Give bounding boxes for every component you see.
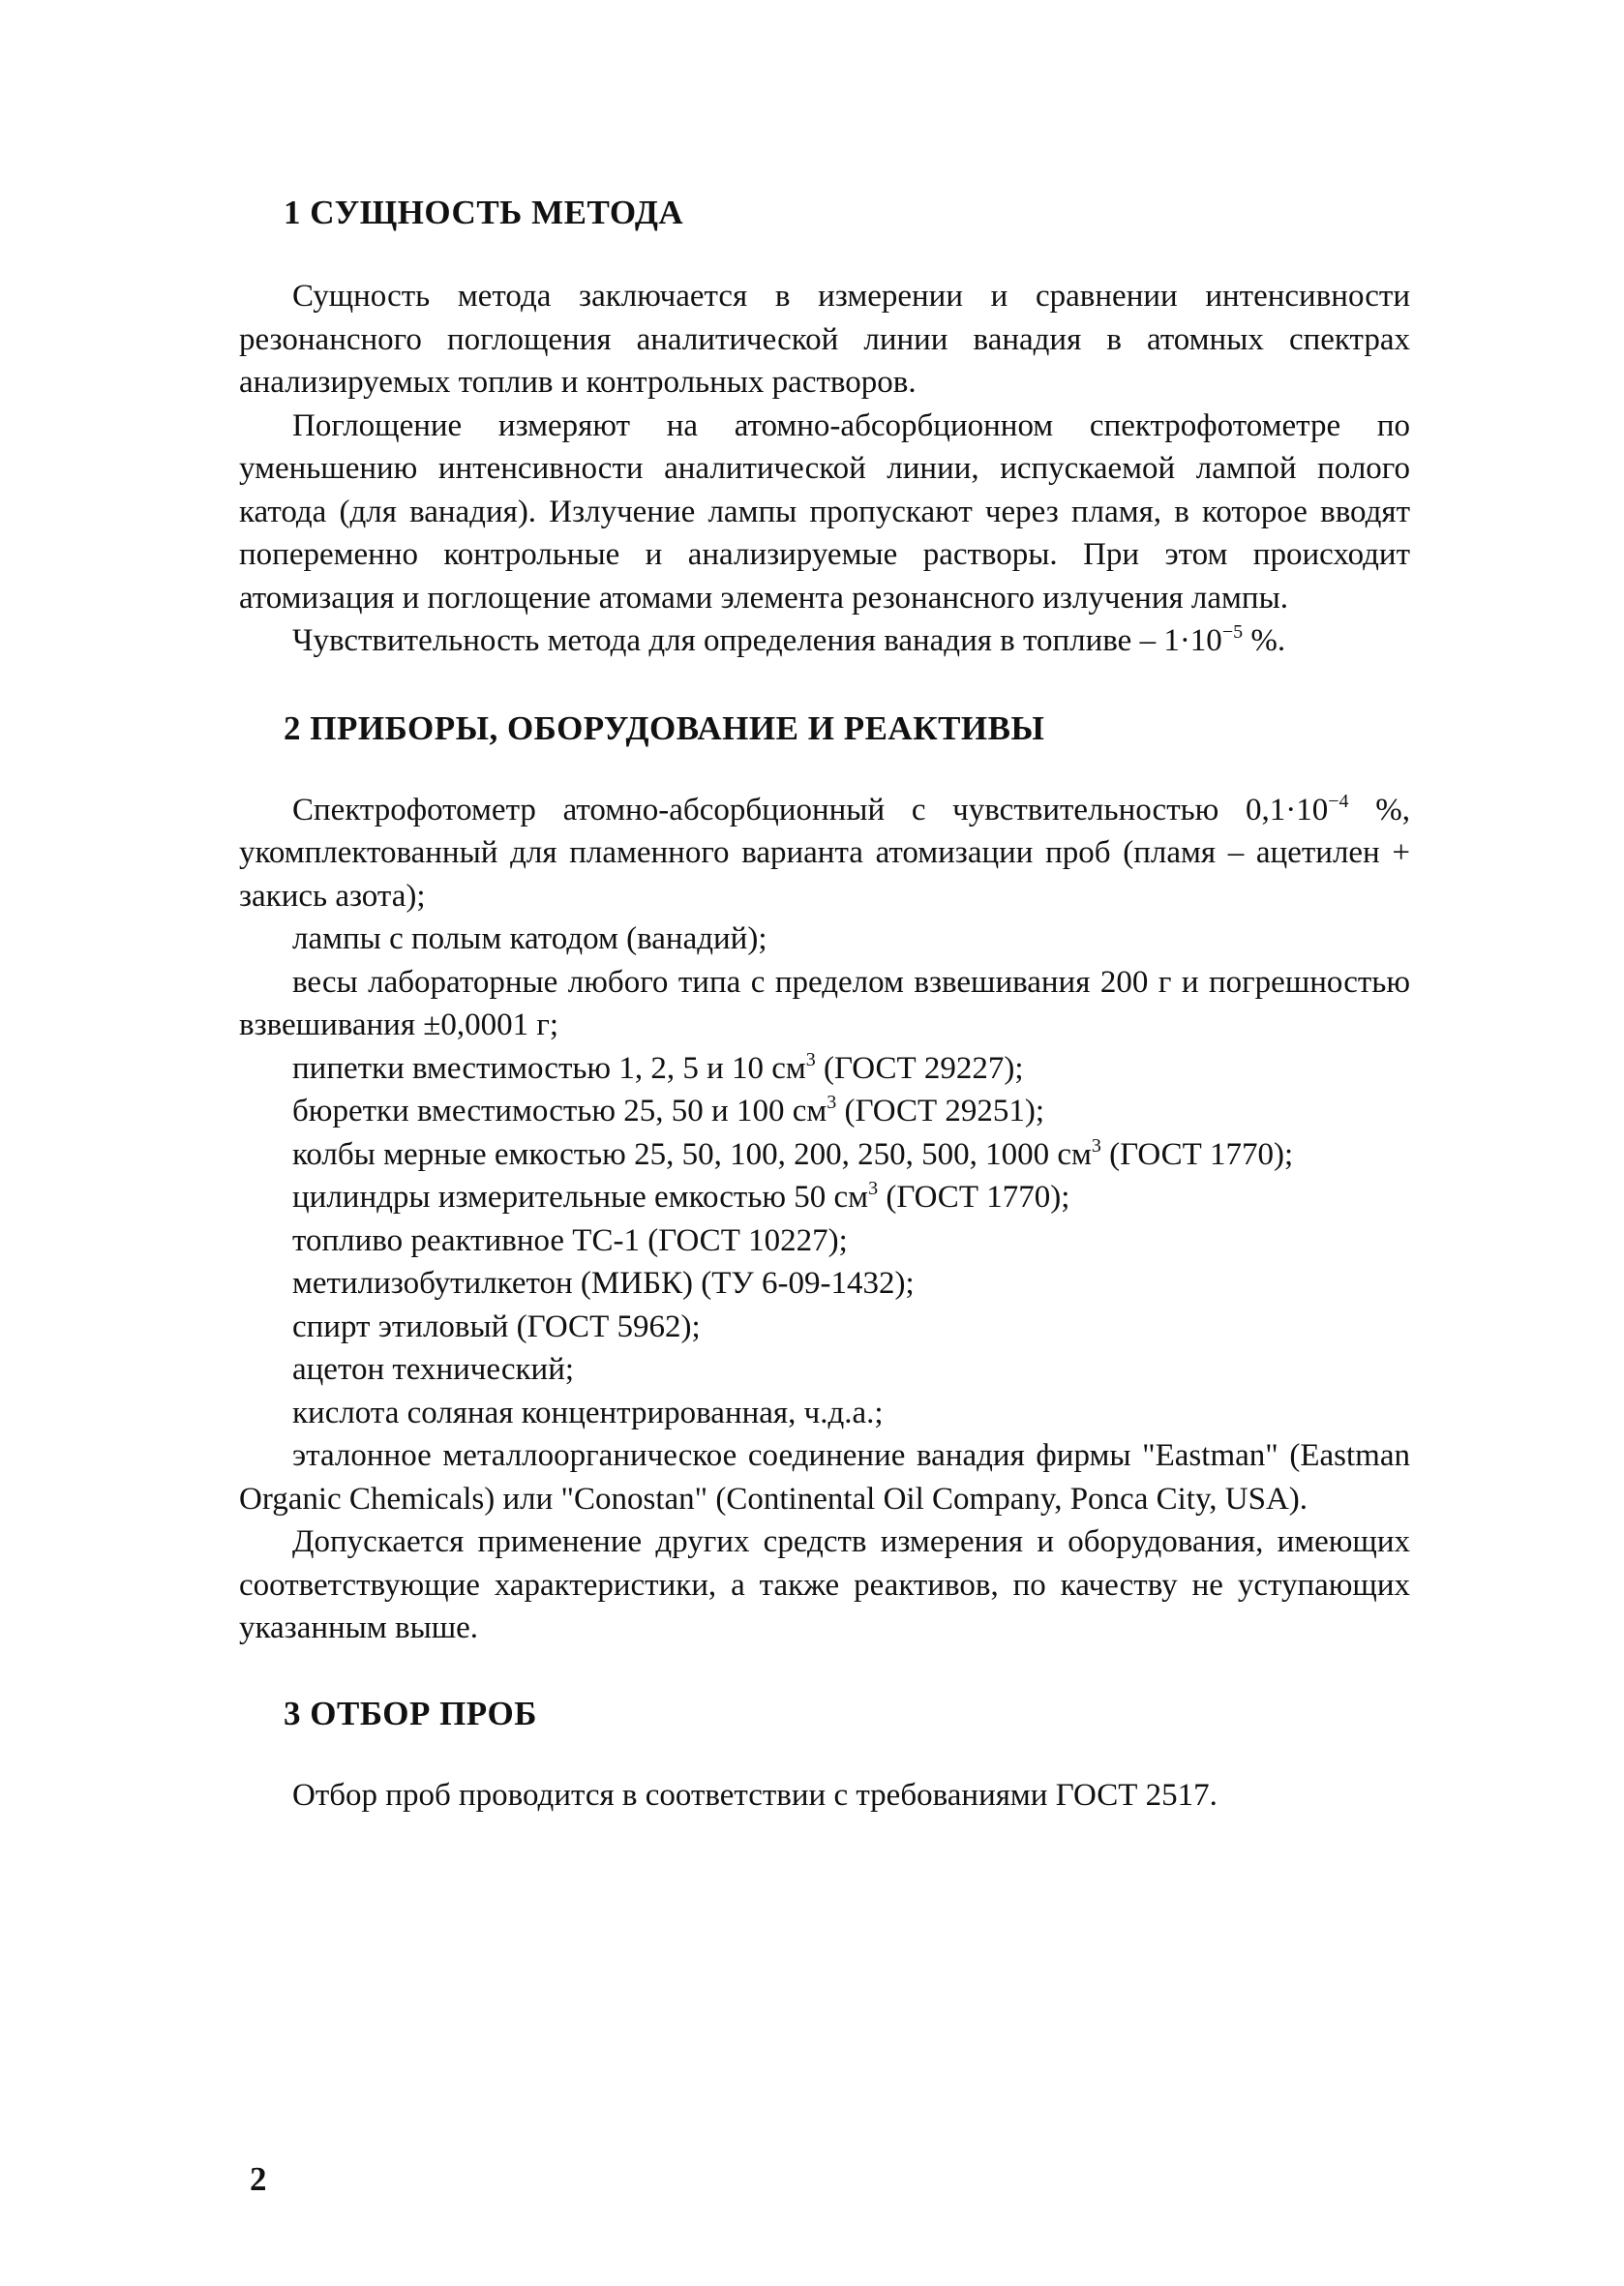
section-1-paragraph-3 bbox=[239, 619, 1410, 663]
equipment-exponent: −4 bbox=[1328, 790, 1349, 812]
equipment-item-cylinders bbox=[239, 1176, 1410, 1219]
pipettes-text: пипетки вместимостью 1, 2, 5 и 10 см bbox=[292, 1050, 806, 1086]
equipment-item-scales: весы лабораторные любого типа с пределом взвешивания 200 г и погрешностью взвешивания ±0,0001 г; bbox=[239, 964, 1410, 1042]
equipment-item-flasks bbox=[239, 1133, 1410, 1177]
sensitivity-tail: %. bbox=[1243, 623, 1286, 658]
equipment-item-standard-compound: эталонное металлоорганическое соединение ванадия фирмы "Eastman" (Eastman Organic Chemicals) или "Conostan" (Continental Oil Company, Ponca City, USA). bbox=[239, 1438, 1410, 1517]
section-1-paragraph-2: Поглощение измеряют на атомно-абсорбционном спектрофотометре по уменьшению интенсивности аналитической линии, испускаемой лампой полого катода (для ванадия). Излучение лампы пропускают через пламя, в которое вводят попеременно контрольные и анализируемые растворы. При этом происходит атомизация и поглощение атомами элемента резонансного излучения лампы. bbox=[239, 407, 1410, 616]
burettes-text: бюретки вместимостью 25, 50 и 100 см bbox=[292, 1094, 827, 1128]
equipment-item-pipettes bbox=[239, 1047, 1410, 1091]
equipment-item-acetone: ацетон технический; bbox=[292, 1352, 575, 1387]
equipment-item-ethanol: спирт этиловый (ГОСТ 5962); bbox=[292, 1308, 701, 1344]
sensitivity-text: Чувствительность метода для определения ванадия в топливе – 1·10 bbox=[292, 623, 1222, 658]
cylinders-standard: (ГОСТ 1770); bbox=[878, 1180, 1070, 1215]
document-page bbox=[239, 194, 1410, 1817]
equipment-item-lamps: лампы с полым катодом (ванадий); bbox=[292, 921, 767, 956]
equipment-allowance-note: Допускается применение других средств измерения и оборудования, имеющих соответствующие характеристики, а также реактивов, по качеству не уступающих указанным выше. bbox=[239, 1524, 1410, 1645]
section-1-paragraph-1: Сущность метода заключается в измерении и сравнении интенсивности резонансного поглощения аналитической линии ванадия в атомных спектрах анализируемых топлив и контрольных растворов. bbox=[239, 279, 1410, 400]
pipettes-standard: (ГОСТ 29227); bbox=[815, 1050, 1024, 1086]
section-3-heading: 3 ОТБОР ПРОБ bbox=[284, 1694, 537, 1732]
cube-superscript: 3 bbox=[805, 1048, 816, 1070]
sensitivity-exponent: −5 bbox=[1221, 621, 1244, 643]
equipment-item-spectrophotometer bbox=[239, 789, 1410, 918]
cube-superscript: 3 bbox=[868, 1178, 879, 1199]
equipment-item-fuel: топливо реактивное ТС-1 (ГОСТ 10227); bbox=[292, 1222, 848, 1258]
burettes-standard: (ГОСТ 29251); bbox=[836, 1094, 1045, 1128]
cube-superscript: 3 bbox=[827, 1092, 837, 1113]
cylinders-text: цилиндры измерительные емкостью 50 см bbox=[292, 1180, 869, 1215]
flasks-text: колбы мерные емкостью 25, 50, 100, 200, 250, 500, 1000 см bbox=[292, 1136, 1092, 1172]
equipment-item-burettes bbox=[239, 1090, 1410, 1133]
equipment-text-tail: %, укомплектованный для пламенного варианта атомизации проб (пламя – ацетилен + закись азота); bbox=[239, 792, 1410, 914]
section-3-paragraph-1: Отбор проб проводится в соответствии с требованиями ГОСТ 2517. bbox=[292, 1777, 1218, 1813]
equipment-item-mibk: метилизобутилкетон (МИБК) (ТУ 6-09-1432); bbox=[292, 1266, 915, 1301]
section-2-heading: 2 ПРИБОРЫ, ОБОРУДОВАНИЕ И РЕАКТИВЫ bbox=[284, 708, 1045, 747]
equipment-text: Спектрофотометр атомно-абсорбционный с чувствительностью 0,1·10 bbox=[292, 792, 1329, 827]
cube-superscript: 3 bbox=[1091, 1134, 1101, 1157]
page-number: 2 bbox=[250, 2160, 267, 2198]
flasks-standard: (ГОСТ 1770); bbox=[1100, 1136, 1294, 1172]
equipment-item-hcl: кислота соляная концентрированная, ч.д.а.; bbox=[292, 1395, 884, 1430]
section-1-heading: 1 СУЩНОСТЬ МЕТОДА bbox=[284, 194, 684, 231]
